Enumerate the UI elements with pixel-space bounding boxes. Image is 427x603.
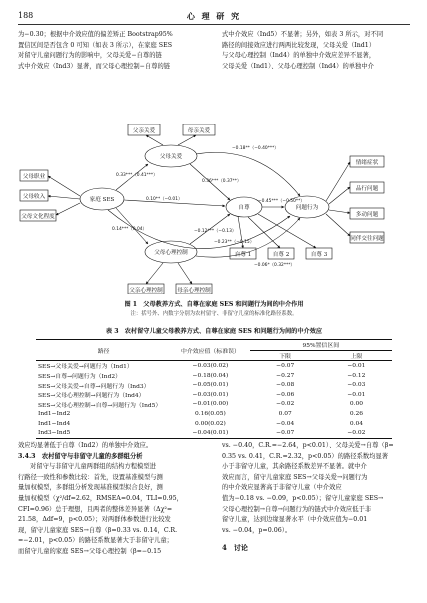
cell-upper: −0.03	[347, 382, 366, 389]
latent-self-label: 自尊	[238, 205, 250, 211]
cell-upper: −0.01	[347, 391, 366, 398]
cell-upper: −0.12	[347, 372, 366, 379]
cell-path: Ind1−Ind4	[38, 420, 71, 427]
cell-upper: 0.04	[349, 420, 363, 427]
path-coef-ses-care: 0.33***（0.41***）	[116, 173, 158, 178]
latent-care-label: 父母关爱	[159, 154, 183, 160]
text-line: CFI=0.96）总于理想，且两者的整体差异显著（Δχ²=	[18, 505, 173, 513]
cell-effect: −0.01(0.00)	[192, 401, 229, 408]
cell-path: Ind3−Ind5	[36, 428, 171, 438]
col-header-lower: 下限	[250, 350, 321, 361]
indicator-mother-control: 母亲心理控制	[177, 288, 211, 294]
indicator-father-control: 父亲心理控制	[129, 288, 163, 294]
indicator-income: 父母收入	[22, 194, 46, 200]
col-header-effect: 中介效应值（标准误）	[171, 340, 249, 361]
table-row	[36, 380, 392, 390]
indicator-peer: 同伴交往问题	[350, 236, 384, 242]
cell-upper: −0.02	[321, 428, 392, 438]
figure-1	[18, 124, 410, 294]
top-right-column	[222, 30, 410, 72]
top-left-column	[18, 30, 206, 72]
indicator-self2: 自尊 2	[272, 252, 290, 258]
table-row	[36, 419, 392, 429]
cell-effect: −0.18(0.04)	[192, 372, 229, 379]
table-row	[36, 371, 392, 381]
text-line: vs. −0.04，p=0.06）。	[222, 526, 292, 534]
cell-path: SES→父母心理控制→自尊→问题行为（Ind5）	[38, 402, 162, 409]
text-line: 量加权模型（χ²/df=2.62，RMSEA=0.04，TLI=0.95，	[18, 494, 183, 502]
text-line: 效应而言，留守儿童家庭 SES→父母关爱→问题行为	[222, 473, 368, 481]
text-line: 0.35 vs. 0.41，C.R.=2.32，p<0.05）的路径系数均显著	[222, 452, 389, 460]
text-line: 留守儿童，达到边缘显著水平（中介效应值为−0.01	[222, 516, 368, 524]
cell-lower: −0.06	[276, 391, 295, 398]
table-row	[36, 390, 392, 400]
text-line: 路径的间接效应进行两两比较发现，父母关爱（Ind1）	[222, 41, 376, 49]
path-coef-ses-control: 0.14***（0.04）	[112, 227, 147, 232]
text-line: 现，留守儿童家庭 SES→自尊（β=0.33 vs. 0.14，C.R.	[18, 526, 178, 534]
table-row	[36, 400, 392, 410]
cell-effect: 0.16(0.05)	[195, 410, 226, 417]
text-line: vs. −0.40，C.R.=−2.64，p<0.01）、父母关爱→自尊（β=	[222, 442, 394, 449]
path-coef-care-self: 0.36***（0.37**）	[202, 179, 242, 184]
text-line: 效应均显著低于自尊（Ind2）的单独中介效应。	[18, 442, 153, 449]
cell-upper: 0.00	[349, 401, 363, 408]
latent-behavior-label: 问题行为	[295, 205, 319, 211]
cell-effect: −0.03(0.01)	[192, 391, 229, 398]
bottom-left-column	[18, 441, 206, 558]
text-line: 式中介效应（Ind3）显著，而父母心理控制−自尊的链	[18, 62, 171, 70]
indicator-hyperactivity: 多动问题	[355, 212, 379, 218]
figure-caption: 图 1 父母教养方式、自尊在家庭 SES 和问题行为间的中介作用	[124, 301, 304, 308]
cell-upper: −0.01	[347, 362, 366, 369]
cell-lower: −0.07	[250, 428, 321, 438]
subsection-heading: 3.4.3 农村留守与非留守儿童的多群组分析	[18, 452, 143, 460]
cell-lower: −0.27	[276, 372, 295, 379]
cell-lower: −0.04	[276, 420, 295, 427]
cell-effect: 0.00(0.02)	[195, 420, 226, 427]
cell-upper: 0.26	[349, 410, 363, 417]
table-row	[36, 428, 392, 438]
cell-effect: −0.05(0.01)	[192, 382, 229, 389]
cell-path: SES→父母关爱→问题行为（Ind1）	[38, 364, 133, 371]
col-header-upper: 上限	[321, 350, 392, 361]
text-line: 父母关爱（Ind1）、父母心理控制（Ind4）的单独中介	[222, 62, 374, 70]
col-header-path: 路径	[36, 340, 171, 361]
cell-path: SES→父母心理控制→问题行为（Ind4）	[38, 393, 145, 400]
page-header	[18, 10, 410, 25]
text-line: 置信区间是否包含 0 可知（如表 3 所示），在家庭 SES	[18, 41, 173, 49]
cell-path: Ind1−Ind2	[38, 410, 71, 417]
latent-control-label: 父母心理控制	[154, 250, 188, 256]
bottom-right-column	[222, 441, 410, 554]
text-line: 行路径一致性和参数比较：首先，设置基准模型与测	[18, 473, 163, 481]
text-line: 量加权模型，多群组分析发现基准模型拟合良好，测	[18, 484, 163, 492]
latent-ses-label: 家庭 SES	[89, 197, 115, 203]
indicator-emotion: 情绪症状	[355, 160, 379, 166]
path-coef-ses-behavior: −0.23**（−0.15）	[214, 240, 255, 245]
text-line: 小于非留守儿童，其余路径系数差异不显著。就中介	[222, 463, 367, 471]
cell-lower: 0.07	[278, 410, 292, 417]
path-coef-control-behavior: −0.06*（0.32***）	[254, 263, 295, 268]
path-diagram	[18, 124, 410, 294]
path-coef-control-self: −0.12***（−0.13）	[194, 229, 237, 234]
path-coef-ses-self: 0.10**（−0.01）	[146, 197, 183, 202]
section-heading: 4 讨论	[222, 543, 248, 553]
text-line: 而留守儿童的家庭 SES→父母心理控制（β=−0.15	[18, 547, 162, 555]
indicator-self3: 自尊 3	[310, 252, 328, 258]
text-line: 对留守儿童问题行为的影响中，父母关爱−自尊的链	[18, 52, 162, 60]
indicator-conduct: 品行问题	[355, 186, 379, 192]
cell-effect: −0.03(0.02)	[192, 362, 229, 369]
text-line: 式中介效应（Ind5）不显著；另外，如表 3 所示，对不同	[222, 31, 384, 38]
text-line: 对留守与非留守儿童两群组的结构方程模型进	[30, 463, 156, 471]
cell-lower: −0.02	[276, 401, 295, 408]
text-line: 为−0.30；根据中介效应值的偏差矫正 Bootstrap95%	[18, 31, 173, 38]
path-coef-self-behavior: −0.45***（−0.50**）	[258, 199, 305, 204]
table-row	[36, 409, 392, 419]
indicator-mother-care: 母亲关爱	[187, 128, 211, 134]
journal-title: 心 理 研 究	[186, 11, 242, 21]
text-line: 与父母心理控制（Ind4）的单独中介效应差异不显著，	[222, 52, 376, 60]
indicator-self1: 自尊 1	[234, 252, 252, 258]
figure-note: 注：括号外、内数字分别为农村留守、非留守儿童的标准化路径系数。	[130, 311, 298, 317]
table-title: 表 3 农村留守儿童父母教养方式、自尊在家庭 SES 和问题行为间的中介效应	[105, 328, 323, 335]
path-coef-care-behavior: −0.18**（−0.40***）	[232, 146, 279, 151]
text-line: 父母心理控制→自尊→问题行为的链式中介效应低于非	[222, 505, 372, 513]
cell-path: SES→自尊→问题行为（Ind2）	[38, 374, 122, 381]
cell-lower: −0.08	[276, 382, 295, 389]
text-line: 的中介效应显著高于非留守儿童（中介效应	[222, 484, 342, 492]
cell-lower: −0.07	[276, 362, 295, 369]
col-header-ci: 95%置信区间	[250, 340, 392, 351]
text-line: =−2.01，p<0.05）的路径系数显著大于非留守儿童；	[18, 537, 173, 545]
table-row	[36, 361, 392, 371]
indicator-occupation: 父母职业	[22, 174, 46, 180]
text-line: 21.58，Δdf=9，p<0.05）；对两群体参数进行比较发	[18, 516, 171, 524]
text-line: 值为−0.18 vs. −0.09，p<0.05）；留守儿童家庭 SES→	[222, 494, 384, 502]
page-number: 188	[18, 11, 34, 20]
indicator-father-care: 父亲关爱	[132, 128, 156, 134]
mediation-table	[36, 339, 392, 439]
indicator-education: 父母文化程度	[21, 214, 55, 220]
cell-path: SES→父母关爱→自尊→问题行为（Ind3）	[38, 383, 150, 390]
cell-effect: −0.04(0.01)	[171, 428, 249, 438]
